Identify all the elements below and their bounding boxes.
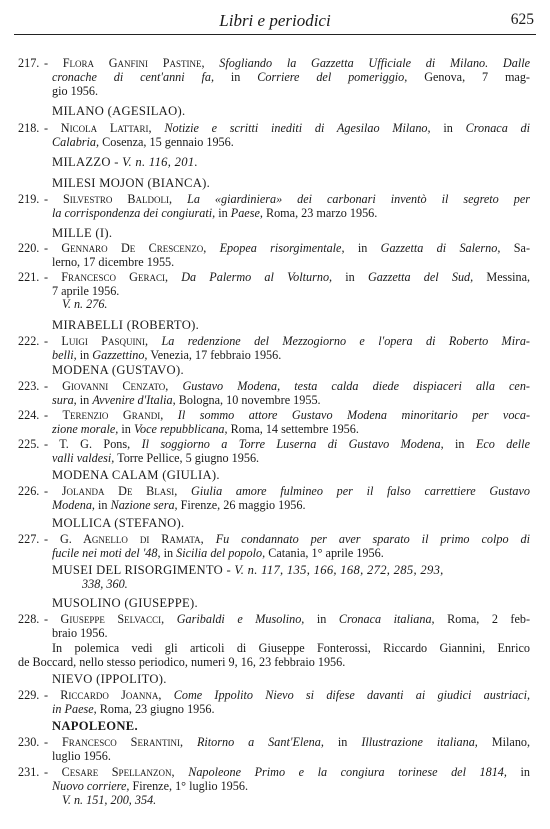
- entry-230-line-1: [18, 735, 530, 749]
- entry-title: Gustavo Modena, testa calda diede dispiaceri alla cen-: [182, 379, 530, 393]
- entry-place-date: Roma, 23 marzo 1956.: [265, 206, 378, 220]
- entry-publication: Avvenire d'Italia,: [92, 393, 176, 407]
- entry-place-date: Sa-: [513, 241, 530, 255]
- in-word: in: [98, 498, 108, 512]
- entry-number: 231. -: [18, 765, 48, 779]
- in-word: in: [218, 206, 228, 220]
- entry-place-date: Messina,: [486, 270, 531, 284]
- entry-title: sura,: [52, 393, 77, 407]
- entry-229-line-2: [52, 702, 550, 716]
- entry-title: Epopea risorgimentale,: [219, 241, 345, 255]
- entry-place-date: Bologna, 10 novembre 1955.: [178, 393, 321, 407]
- entry-publication: Nazione sera,: [110, 498, 178, 512]
- entry-author: Nicola Lattari,: [60, 121, 152, 135]
- entry-author: Gennaro De Crescenzo,: [61, 241, 207, 255]
- entry-222-line-2: [52, 348, 550, 362]
- entry-publication: Illustrazione italiana,: [361, 735, 478, 749]
- entry-title: fucile nei moti del '48,: [52, 546, 161, 560]
- entry-220-line-2: lerno, 17 dicembre 1955.: [52, 255, 175, 269]
- entry-221-line-2: 7 aprile 1956.: [52, 284, 120, 298]
- entry-title: cronache di cent'anni fa,: [52, 70, 215, 84]
- entry-223-line-2: [52, 393, 550, 407]
- entry-223-line-1: [18, 379, 530, 393]
- cross-reference: 338, 360.: [82, 577, 128, 591]
- entry-publication: Gazzetta di Salerno,: [380, 241, 501, 255]
- heading-modena: MODENA (GUSTAVO).: [52, 363, 184, 377]
- entry-author: Francesco Serantini,: [61, 735, 183, 749]
- entry-228-line-2: braio 1956.: [52, 626, 108, 640]
- running-header: [14, 8, 536, 35]
- in-word: in: [230, 70, 241, 84]
- heading-napoleone: NAPOLEONE.: [52, 719, 138, 733]
- in-word: in: [337, 735, 348, 749]
- entry-title: la corrispondenza dei congiurati,: [52, 206, 216, 220]
- entry-author: Terenzio Grandi,: [62, 408, 164, 422]
- heading-milano: MILANO (AGESILAO).: [52, 104, 186, 118]
- entry-227-line-2: [52, 546, 550, 560]
- cross-reference: V. n. 151, 200, 354.: [62, 793, 157, 807]
- entry-number: 226. -: [18, 484, 48, 498]
- entry-number: 221. -: [18, 270, 48, 284]
- entry-231-cross-reference: [62, 793, 550, 807]
- entry-title: Ritorno a Sant'Elena,: [196, 735, 324, 749]
- heading-mollica: MOLLICA (STEFANO).: [52, 516, 185, 530]
- entry-219-line-2: [52, 206, 550, 220]
- entry-publication: Gazzetta del Sud,: [367, 270, 474, 284]
- entry-218-line-1: [18, 121, 530, 135]
- in-word: in: [121, 422, 131, 436]
- entry-author: Flora Ganfini Pastine,: [62, 56, 205, 70]
- entry-title: Da Palermo al Volturno,: [181, 270, 333, 284]
- page-number: 625: [510, 11, 534, 28]
- cross-reference: V. n. 116, 201.: [122, 155, 198, 169]
- entry-place-date: Roma, 23 giugno 1956.: [99, 702, 215, 716]
- entry-231-line-2: [52, 779, 550, 793]
- entry-217-line-2: [52, 70, 530, 84]
- entry-231-line-1: [18, 765, 530, 779]
- entry-218-line-2: [52, 135, 550, 149]
- heading-mille: MILLE (I).: [52, 226, 113, 240]
- in-word: in: [79, 393, 90, 407]
- entry-number: 223. -: [18, 379, 48, 393]
- entry-number: 217. -: [18, 56, 48, 70]
- cross-reference: V. n. 117, 135, 166, 168, 272, 285, 293,: [234, 563, 444, 577]
- entry-author: Jolanda De Blasi,: [61, 484, 178, 498]
- entry-224-line-1: [18, 408, 530, 422]
- entry-number: 230. -: [18, 735, 48, 749]
- section-title: Libri e periodici: [219, 11, 331, 30]
- entry-228-note-line-1: In polemica vedi gli articoli di Giuseppe Fonterossi, Riccardo Giannini, Enrico: [52, 641, 530, 655]
- entry-number: 220. -: [18, 241, 48, 255]
- entry-number: 225. -: [18, 437, 48, 451]
- entry-place-date: Roma, 2 feb-: [447, 612, 531, 626]
- entry-author: Luigi Pasquini,: [61, 334, 149, 348]
- entry-publication: Cronaca di: [465, 121, 531, 135]
- entry-place-date: Catania, 1° aprile 1956.: [268, 546, 384, 560]
- heading-musei-ref-cont: [82, 577, 550, 591]
- in-word: in: [52, 702, 62, 716]
- heading-nievo: NIEVO (IPPOLITO).: [52, 672, 167, 686]
- heading-musolino: MUSOLINO (GIUSEPPE).: [52, 596, 198, 610]
- heading-mirabelli: MIRABELLI (ROBERTO).: [52, 318, 200, 332]
- entry-219-line-1: [18, 192, 530, 206]
- entry-title: Fu condannato per aver sparato il primo colpo di: [215, 532, 530, 546]
- heading-text: MILAZZO -: [52, 155, 119, 169]
- entry-publication: Voce repubblicana,: [133, 422, 228, 436]
- entry-publication: Paese,: [64, 702, 97, 716]
- in-word: in: [316, 612, 327, 626]
- entry-place-date: Venezia, 17 febbraio 1956.: [150, 348, 282, 362]
- entry-publication: Corriere del pomeriggio,: [257, 70, 408, 84]
- entry-title: Come Ippolito Nievo si difese davanti ai giudici austriaci,: [173, 688, 531, 702]
- cross-reference: V. n. 276.: [62, 297, 108, 311]
- entry-225-line-1: [18, 437, 530, 451]
- entry-author: G. Agnello di Ramata,: [59, 532, 204, 546]
- entry-place-date: Torre Pellice, 5 giugno 1956.: [117, 451, 260, 465]
- entry-place-date: Cosenza, 15 gennaio 1956.: [102, 135, 234, 149]
- entry-221-cross-reference: [62, 297, 550, 311]
- entry-227-line-1: [18, 532, 530, 546]
- entry-225-line-2: [52, 451, 550, 465]
- entry-221-line-1: [18, 270, 530, 284]
- entry-226-line-1: [18, 484, 530, 498]
- heading-modena-calam: MODENA CALAM (GIULIA).: [52, 468, 220, 482]
- entry-title: zione morale,: [52, 422, 119, 436]
- entry-title: belli,: [52, 348, 77, 362]
- in-word: in: [520, 765, 531, 779]
- in-word: in: [163, 546, 174, 560]
- entry-number: 219. -: [18, 192, 48, 206]
- entry-publication: Calabria,: [52, 135, 100, 149]
- entry-title: Il sommo attore Gustavo Modena minoritario per voca-: [177, 408, 530, 422]
- entry-number: 222. -: [18, 334, 48, 348]
- entry-number: 229. -: [18, 688, 48, 702]
- heading-milesi-mojon: MILESI MOJON (BIANCA).: [52, 176, 211, 190]
- entry-title: Modena,: [52, 498, 95, 512]
- entry-publication: Gazzettino,: [92, 348, 148, 362]
- entry-author: Silvestro Baldoli,: [62, 192, 173, 206]
- entry-publication: Nuovo corriere,: [52, 779, 130, 793]
- entry-publication: Eco delle: [475, 437, 530, 451]
- entry-number: 227. -: [18, 532, 48, 546]
- entry-place-date: Firenze, 1° luglio 1956.: [132, 779, 249, 793]
- entry-title: Notizie e scritti inediti di Agesilao Milano,: [164, 121, 431, 135]
- entry-place-date: Firenze, 26 maggio 1956.: [180, 498, 306, 512]
- entry-title: Napoleone Primo e la congiura torinese del 1814,: [188, 765, 507, 779]
- entry-place-date: Roma, 14 settembre 1956.: [230, 422, 359, 436]
- entry-author: Giuseppe Selvacci,: [60, 612, 165, 626]
- entry-author: Cesare Spellanzon,: [61, 765, 175, 779]
- entry-title: La redenzione del Mezzogiorno e l'opera di Roberto Mira-: [161, 334, 530, 348]
- entry-publication: Cronaca italiana,: [338, 612, 435, 626]
- entry-title: La «giardiniera» dei carbonari inventò il segreto per: [187, 192, 530, 206]
- in-word: in: [79, 348, 90, 362]
- in-word: in: [345, 270, 355, 284]
- entry-author: T. G. Pons,: [59, 437, 131, 451]
- entry-title: Giulia amore fulmineo per il falso carrettiere Gustavo: [191, 484, 530, 498]
- entry-217-line-1: [18, 56, 530, 70]
- entry-228-line-1: [18, 612, 530, 626]
- entry-228-note-line-2: de Boccard, nello stesso periodico, numeri 9, 16, 23 febbraio 1956.: [18, 655, 346, 669]
- entry-author: Francesco Geraci,: [61, 270, 169, 284]
- entry-place-date: Genova, 7 mag-: [424, 70, 530, 84]
- entry-place-date: Milano,: [491, 735, 531, 749]
- heading-milazzo: [52, 155, 198, 169]
- in-word: in: [443, 121, 453, 135]
- entry-number: 224. -: [18, 408, 48, 422]
- entry-publication: Sicilia del popolo,: [176, 546, 266, 560]
- entry-number: 218. -: [18, 121, 48, 135]
- heading-text: MUSEI DEL RISORGIMENTO -: [52, 563, 231, 577]
- entry-217-line-3: gio 1956.: [52, 84, 99, 98]
- entry-220-line-1: [18, 241, 530, 255]
- heading-musei: [52, 563, 444, 577]
- entry-230-line-2: luglio 1956.: [52, 749, 111, 763]
- entry-226-line-2: [52, 498, 550, 512]
- entry-author: Giovanni Cenzato,: [62, 379, 169, 393]
- entry-author: Riccardo Joanna,: [60, 688, 162, 702]
- entry-title: Garibaldi e Musolino,: [176, 612, 305, 626]
- entry-222-line-1: [18, 334, 530, 348]
- entry-224-line-2: [52, 422, 550, 436]
- entry-title: Sfogliando la Gazzetta Ufficiale di Milano. Dalle: [219, 56, 530, 70]
- entry-229-line-1: [18, 688, 530, 702]
- entry-number: 228. -: [18, 612, 48, 626]
- entry-title: Il soggiorno a Torre Luserna di Gustavo Modena,: [141, 437, 444, 451]
- in-word: in: [357, 241, 368, 255]
- entry-publication: valli valdesi,: [52, 451, 115, 465]
- entry-publication: Paese,: [230, 206, 263, 220]
- in-word: in: [455, 437, 465, 451]
